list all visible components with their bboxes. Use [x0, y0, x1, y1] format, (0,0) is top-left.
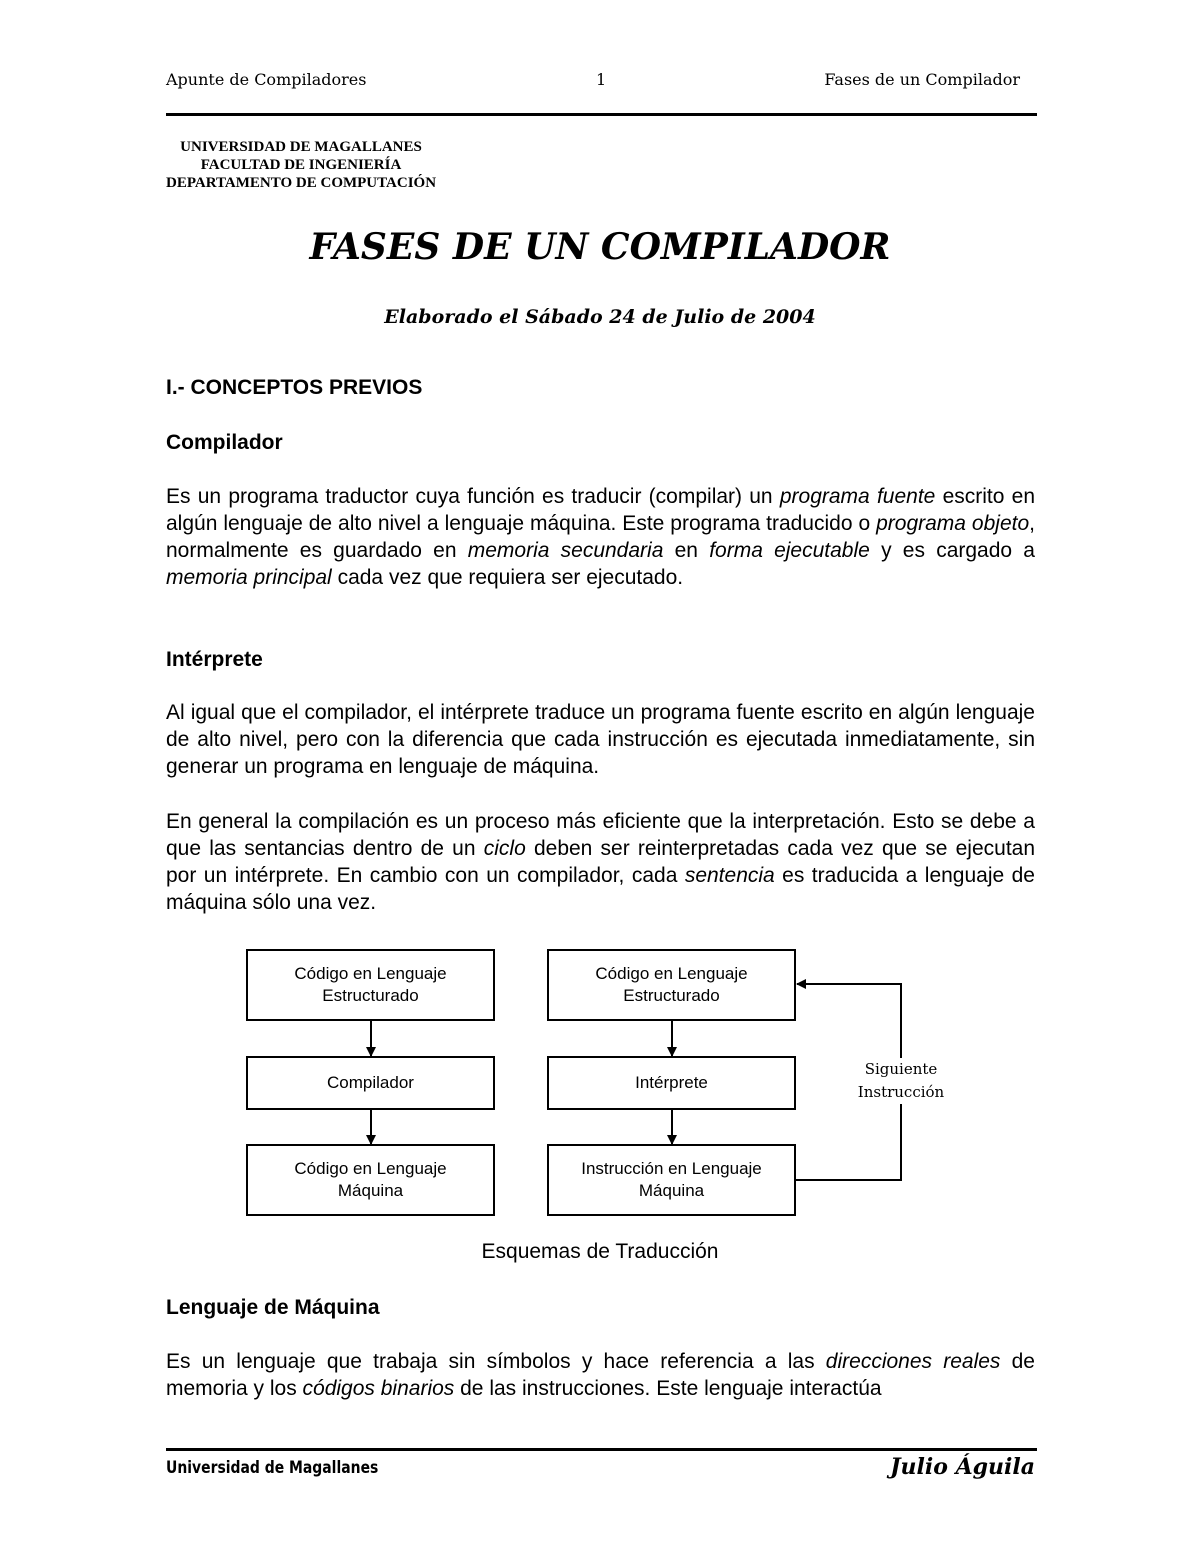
loop-label: Siguiente Instrucción	[848, 1058, 954, 1104]
paragraph-comparacion: En general la compilación es un proceso más eficiente que la interpretación. Esto se debe a que las sentancias dentro de un ciclo deben ser reinterpretadas cada vez que se ejecutan por un intérprete. En cambio con un compilador, cada sentencia es traducida a lenguaje de máquina sólo una vez.	[166, 810, 1036, 914]
header-doc-title: Apunte de Compiladores	[166, 70, 367, 89]
box-codigo-estructurado-interprete: Código en Lenguaje Estructurado	[547, 949, 796, 1021]
page-title: FASES DE UN COMPILADOR	[309, 226, 891, 268]
footer-university: Universidad de Magallanes	[166, 1458, 379, 1478]
box-codigo-maquina: Código en Lenguaje Máquina	[246, 1144, 495, 1216]
box-instruccion-maquina: Instrucción en Lenguaje Máquina	[547, 1144, 796, 1216]
box-compilador: Compilador	[246, 1056, 495, 1110]
paragraph-lenguaje-maquina: Es un lenguaje que trabaja sin símbolos y hace referencia a las direcciones reales de memoria y los códigos binarios de las instrucciones. Este lenguaje interactúa	[166, 1350, 1035, 1400]
subheading-compilador: Compilador	[166, 431, 283, 454]
footer-rule	[166, 1448, 1037, 1451]
diagram-caption: Esquemas de Traducción	[481, 1240, 719, 1263]
header-chapter-title: Fases de un Compilador	[824, 70, 1020, 89]
box-codigo-estructurado-compilador: Código en Lenguaje Estructurado	[246, 949, 495, 1021]
header-page-number: 1	[596, 70, 607, 89]
paragraph-compilador: Es un programa traductor cuya función es traducir (compilar) un programa fuente escrito en algún lenguaje de alto nivel a lenguaje máquina. Este programa traducido o programa objeto, normalmente es guardado en memoria secundaria en forma ejecutable y es cargado a memoria principal cada vez que requiera ser ejecutado.	[166, 485, 1036, 589]
footer-author: Julio Águila	[890, 1454, 1035, 1480]
paragraph-interprete: Al igual que el compilador, el intérprete traduce un programa fuente escrito en algún lenguaje de alto nivel, pero con la diferencia que cada instrucción es ejecutada inmediatamente, sin generar un programa en lenguaje de máquina.	[166, 701, 1035, 778]
subheading-lenguaje-maquina: Lenguaje de Máquina	[166, 1296, 380, 1319]
institution-university: UNIVERSIDAD DE MAGALLANES	[180, 139, 422, 155]
section-heading: I.- CONCEPTOS PREVIOS	[166, 376, 423, 399]
document-date: Elaborado el Sábado 24 de Julio de 2004	[384, 306, 816, 328]
institution-department: DEPARTAMENTO DE COMPUTACIÓN	[166, 175, 437, 191]
institution-faculty: FACULTAD DE INGENIERÍA	[200, 157, 402, 173]
box-interprete: Intérprete	[547, 1056, 796, 1110]
subheading-interprete: Intérprete	[166, 648, 263, 671]
